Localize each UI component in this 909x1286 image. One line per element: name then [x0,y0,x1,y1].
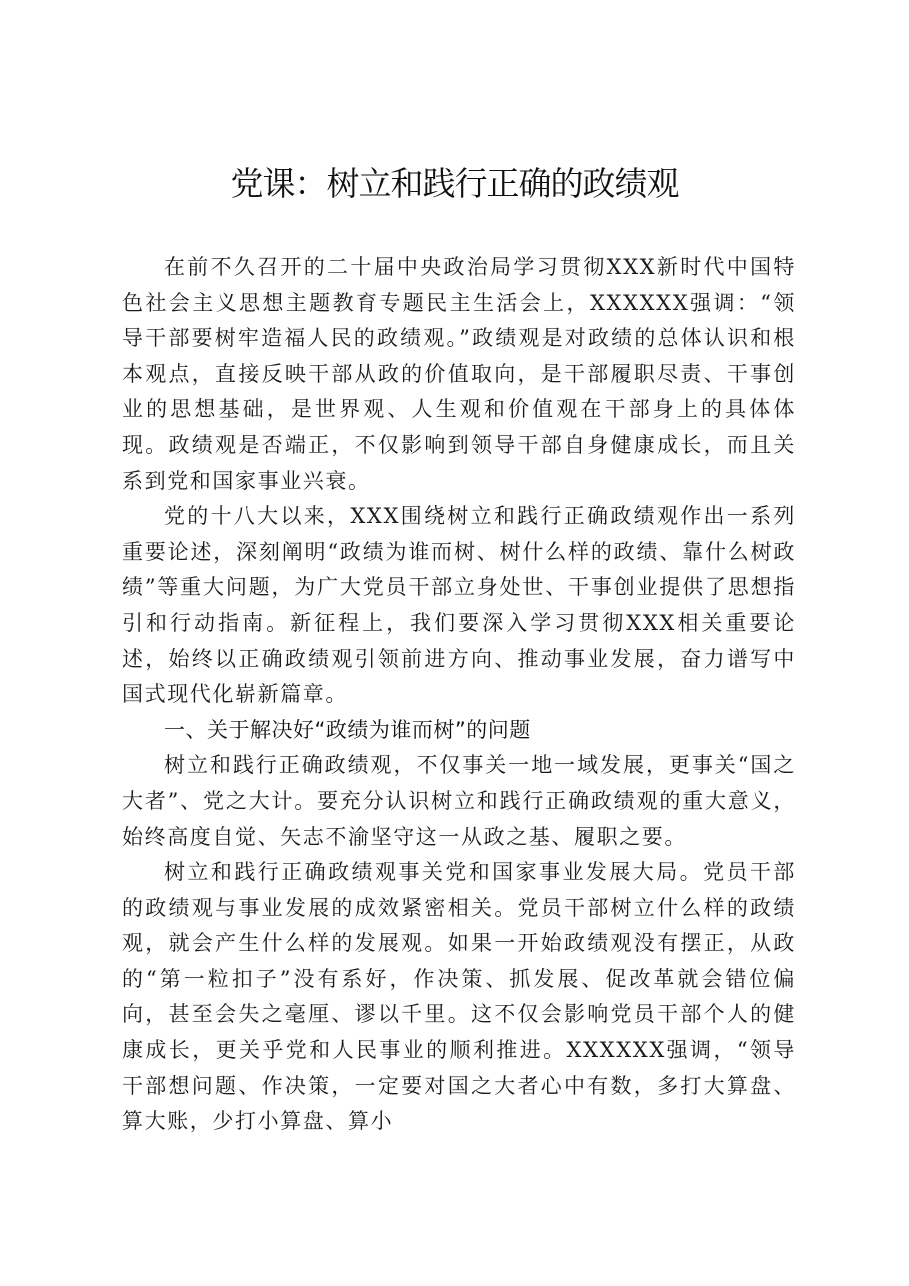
body-paragraph: 树立和践行正确政绩观，不仅事关一地一域发展，更事关“国之大者”、党之大计。要充分认识树立和践行正确政绩观的重大意义，始终高度自觉、矢志不渝坚守这一从政之基、履职之要。 [122,753,796,849]
document-title: 党课：树立和践行正确的政绩观 [230,164,679,203]
section-heading: 一、关于解决好“政绩为谁而树”的问题 [164,717,531,742]
body-paragraph: 党的十八大以来，XXX围绕树立和践行正确政绩观作出一系列重要论述，深刻阐明“政绩为谁而树、树什么样的政绩、靠什么树政绩”等重大问题，为广大党员干部立身处世、干事创业提供了思想指引和行动指南。新征程上，我们要深入学习贯彻XXX相关重要论述，始终以正确政绩观引领前进方向、推动事业发展，奋力谱写中国式现代化崭新篇章。 [122,504,796,707]
document-body [122,250,796,1140]
body-paragraph: 树立和践行正确政绩观事关党和国家事业发展大局。党员干部的政绩观与事业发展的成效紧密相关。党员干部树立什么样的政绩观，就会产生什么样的发展观。如果一开始政绩观没有摆正，从政的“第一粒扣子”没有系好，作决策、抓发展、促改革就会错位偏向，甚至会失之毫厘、谬以千里。这不仅会影响党员干部个人的健康成长，更关乎党和人民事业的顺利推进。XXXXXX强调，“领导干部想问题、作决策，一定要对国之大者心中有数，多打大算盘、算大账，少打小算盘、算小 [122,860,796,1134]
body-paragraph: 在前不久召开的二十届中央政治局学习贯彻XXX新时代中国特色社会主义思想主题教育专题民主生活会上，XXXXXX强调：“领导干部要树牢造福人民的政绩观。”政绩观是对政绩的总体认识和根本观点，直接反映干部从政的价值取向，是干部履职尽责、干事创业的思想基础，是世界观、人生观和价值观在干部身上的具体体现。政绩观是否端正，不仅影响到领导干部自身健康成长，而且关系到党和国家事业兴衰。 [122,255,796,493]
